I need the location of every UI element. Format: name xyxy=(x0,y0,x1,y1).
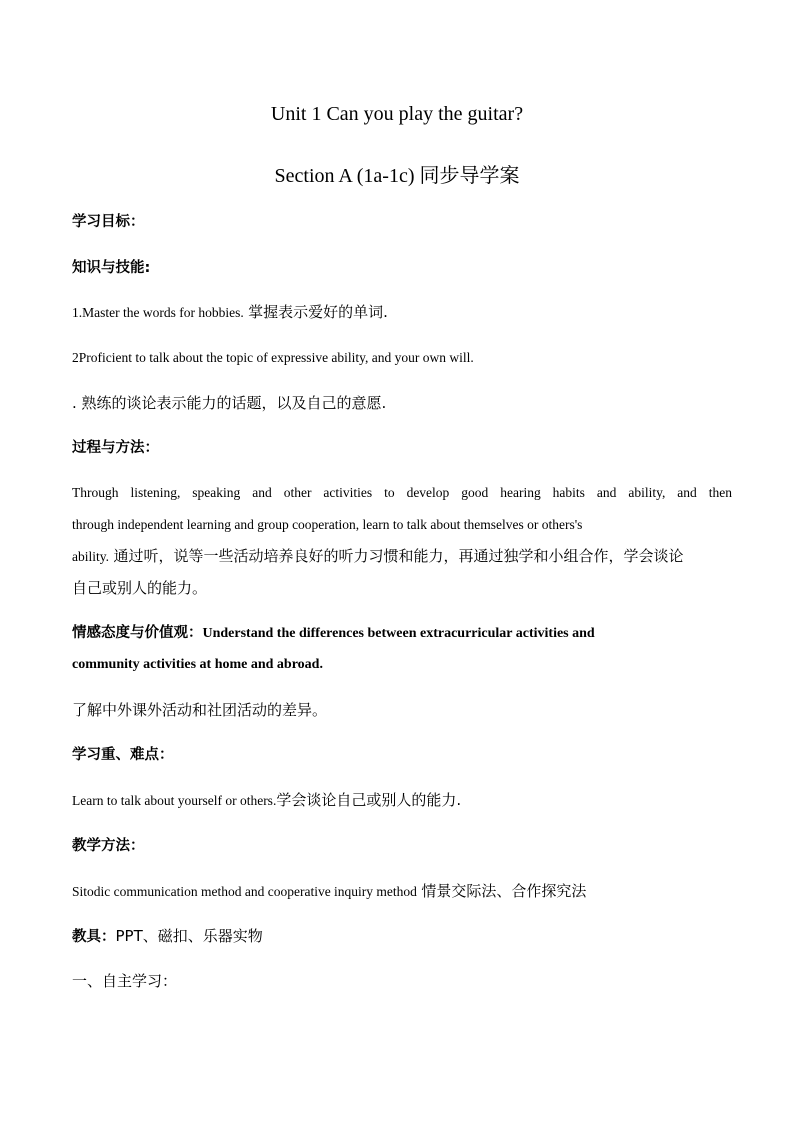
method-line xyxy=(72,881,732,902)
emotion-text-1: Understand the differences between extracurricular activities and xyxy=(202,626,595,641)
objectives-heading: 学习目标： xyxy=(72,214,145,230)
focus-cn: 学会谈论自己或别人的能力. xyxy=(276,791,462,809)
emotion-cn: 了解中外课外活动和社团活动的差异。 xyxy=(72,701,328,719)
method-en: Sitodic communication method and cooperative inquiry method xyxy=(72,884,417,899)
knowledge-item-1-cn: 掌握表示爱好的单词. xyxy=(248,303,388,321)
emotion-line-1 xyxy=(72,623,732,644)
process-line-3-en: ability. xyxy=(72,549,109,564)
process-line-3 xyxy=(72,546,732,567)
method-cn: 情景交际法、合作探究法 xyxy=(421,882,587,900)
process-line-3-cn: 通过听，说等一些活动培养良好的听力习惯和能力，再通过独学和小组合作，学会谈论 xyxy=(113,547,684,565)
emotion-heading: 情感态度与价值观： xyxy=(72,625,203,641)
knowledge-item-1-en: 1.Master the words for hobbies. xyxy=(72,305,244,320)
knowledge-item-1 xyxy=(72,302,732,323)
knowledge-item-2-cn: . 熟练的谈论表示能力的话题，以及自己的意愿. xyxy=(72,394,387,412)
process-line-4: 自己或别人的能力。 xyxy=(72,579,208,597)
focus-line xyxy=(72,790,732,811)
unit-title: Unit 1 Can you play the guitar? xyxy=(270,103,524,125)
knowledge-heading: 知识与技能: xyxy=(72,260,151,276)
focus-heading: 学习重、难点： xyxy=(72,747,174,763)
knowledge-item-2-en: 2Proficient to talk about the topic of expressive ability, and your own will. xyxy=(72,350,474,365)
tools-line xyxy=(72,926,732,947)
method-heading: 教学方法： xyxy=(72,838,145,854)
section-title: Section A (1a-1c) 同步导学案 xyxy=(274,165,520,187)
tools-heading: 教具： xyxy=(72,929,116,945)
process-line-2: through independent learning and group cooperation, learn to talk about themselves or others's xyxy=(72,517,583,532)
focus-en: Learn to talk about yourself or others. xyxy=(72,793,277,808)
process-line-1: Through listening, speaking and other activities to develop good hearing habits and ability, and then xyxy=(72,485,732,500)
self-study-heading: 一、自主学习： xyxy=(72,972,178,990)
emotion-line-2: community activities at home and abroad. xyxy=(72,657,323,672)
process-heading: 过程与方法： xyxy=(72,440,159,456)
tools-value: PPT、磁扣、乐器实物 xyxy=(115,927,263,945)
